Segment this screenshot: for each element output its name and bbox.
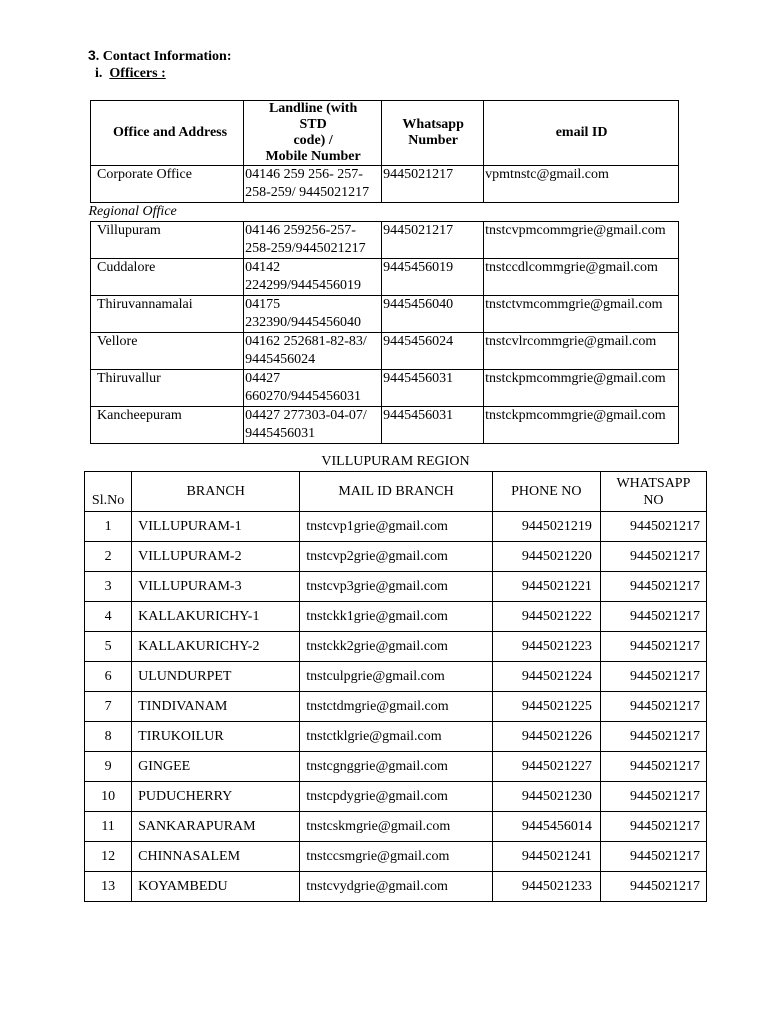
slno: 5 [85,632,132,662]
section-title: . Contact Information: [95,49,232,64]
landline [244,166,382,203]
regional-office-row [91,407,679,444]
phone: 9445021226 [492,722,600,752]
email-id: tnstccdlcommgrie@gmail.com [484,259,679,296]
phone: 9445021223 [492,632,600,662]
mail-id: tnstcvydgrie@gmail.com [300,872,492,902]
table-row [85,812,707,842]
whatsapp: 9445021217 [600,752,706,782]
branches-table [84,471,707,902]
regional-office-label-row [91,203,679,222]
landline [244,296,382,333]
branch: VILLUPURAM-3 [132,572,300,602]
landline-line1: 04142 [245,260,281,275]
header-office-address: Office and Address [91,101,244,166]
office-name: Kancheepuram [91,407,244,444]
table-row [85,602,707,632]
phone: 9445456014 [492,812,600,842]
whatsapp-number: 9445456031 [382,407,484,444]
branch: SANKARAPURAM [132,812,300,842]
landline-line2: 660270/9445456031 [245,389,361,404]
branch: KALLAKURICHY-2 [132,632,300,662]
phone: 9445021219 [492,512,600,542]
whatsapp: 9445021217 [600,602,706,632]
header-mail-id: MAIL ID BRANCH [300,472,492,512]
whatsapp: 9445021217 [600,692,706,722]
whatsapp: 9445021217 [600,842,706,872]
slno: 2 [85,542,132,572]
regional-office-cell [88,203,679,222]
landline-line2: 258-259/9445021217 [245,241,366,256]
slno: 11 [85,812,132,842]
branch: KALLAKURICHY-1 [132,602,300,632]
email-id: tnstckpmcommgrie@gmail.com [484,370,679,407]
subheading-prefix: i. [95,66,103,81]
header-whatsapp-line2: NO [643,492,664,508]
mail-id: tnstccsmgrie@gmail.com [300,842,492,872]
header-whatsapp-line1: WHATSAPP [616,475,691,491]
table-row [85,692,707,722]
email-id: tnstctvmcommgrie@gmail.com [484,296,679,333]
branch: VILLUPURAM-2 [132,542,300,572]
mail-id: tnstcskmgrie@gmail.com [300,812,492,842]
email-id: vpmtnstc@gmail.com [484,166,679,203]
regional-office-row [91,296,679,333]
landline-line1: 04146 259256-257- [245,223,356,238]
header-branch: BRANCH [132,472,300,512]
phone: 9445021221 [492,572,600,602]
table-row [85,842,707,872]
phone: 9445021230 [492,782,600,812]
whatsapp: 9445021217 [600,572,706,602]
branch: TINDIVANAM [132,692,300,722]
slno: 7 [85,692,132,722]
email-id: tnstckpmcommgrie@gmail.com [484,407,679,444]
table-row [85,722,707,752]
landline [244,222,382,259]
slno: 1 [85,512,132,542]
mail-id: tnstcgnggrie@gmail.com [300,752,492,782]
whatsapp-number: 9445456040 [382,296,484,333]
header-whatsapp-line1: Whatsapp [402,117,464,132]
slno: 10 [85,782,132,812]
slno: 6 [85,662,132,692]
header-landline-line3: code) / [293,133,333,148]
officers-subheading [95,65,166,83]
landline-line2: 258-259/ 9445021217 [245,185,370,200]
phone: 9445021225 [492,692,600,722]
phone: 9445021241 [492,842,600,872]
table-row [85,752,707,782]
whatsapp: 9445021217 [600,722,706,752]
mail-id: tnstcpdygrie@gmail.com [300,782,492,812]
whatsapp-number: 9445021217 [382,222,484,259]
whatsapp: 9445021217 [600,812,706,842]
whatsapp: 9445021217 [600,782,706,812]
header-landline-line1: Landline (with [268,101,358,116]
office-name: Vellore [91,333,244,370]
mail-id: tnstcvp2grie@gmail.com [300,542,492,572]
table-row [85,782,707,812]
branch: GINGEE [132,752,300,782]
mail-id: tnstctdmgrie@gmail.com [300,692,492,722]
table-row [85,572,707,602]
branches-header-row [85,472,707,512]
section-number: 3 [88,47,96,63]
table-row [85,512,707,542]
regional-office-row [91,370,679,407]
branch: KOYAMBEDU [132,872,300,902]
whatsapp-number: 9445456019 [382,259,484,296]
landline-line2: 9445456031 [245,426,316,441]
table-row [85,542,707,572]
phone: 9445021224 [492,662,600,692]
landline-line1: 04162 252681-82-83/ [245,334,367,349]
whatsapp-number: 9445021217 [382,166,484,203]
landline-line2: 232390/9445456040 [245,315,361,330]
whatsapp: 9445021217 [600,632,706,662]
email-id: tnstcvpmcommgrie@gmail.com [484,222,679,259]
slno: 9 [85,752,132,782]
landline-line2: 9445456024 [245,352,316,367]
phone: 9445021222 [492,602,600,632]
table-row [85,662,707,692]
office-name: Cuddalore [91,259,244,296]
landline [244,370,382,407]
officers-table [90,100,679,444]
header-slno: Sl.No [85,472,132,512]
section-heading [88,46,232,66]
table-row [85,632,707,662]
slno: 8 [85,722,132,752]
mail-id: tnstcvp3grie@gmail.com [300,572,492,602]
branch: ULUNDURPET [132,662,300,692]
header-landline-line2: STD [299,117,327,132]
phone: 9445021220 [492,542,600,572]
header-landline-line4: Mobile Number [265,149,361,164]
mail-id: tnstctklgrie@gmail.com [300,722,492,752]
landline-line1: 04427 277303-04-07/ [245,408,367,423]
whatsapp-number: 9445456031 [382,370,484,407]
header-email: email ID [484,101,679,166]
officers-header-row [91,101,679,166]
table-row [85,872,707,902]
mail-id: tnstckk1grie@gmail.com [300,602,492,632]
phone: 9445021227 [492,752,600,782]
phone: 9445021233 [492,872,600,902]
landline [244,259,382,296]
villupuram-region-title: VILLUPURAM REGION [321,454,470,469]
office-name: Corporate Office [91,166,244,203]
mail-id: tnstckk2grie@gmail.com [300,632,492,662]
office-name: Villupuram [91,222,244,259]
branch: CHINNASALEM [132,842,300,872]
whatsapp: 9445021217 [600,512,706,542]
regional-office-label: Regional Office [88,204,177,219]
regional-office-row [91,222,679,259]
landline [244,407,382,444]
header-phone: PHONE NO [492,472,600,512]
branch: VILLUPURAM-1 [132,512,300,542]
mail-id: tnstcvp1grie@gmail.com [300,512,492,542]
corporate-office-row [91,166,679,203]
office-name: Thiruvannamalai [91,296,244,333]
slno: 13 [85,872,132,902]
regional-office-row [91,259,679,296]
whatsapp: 9445021217 [600,662,706,692]
slno: 3 [85,572,132,602]
branch: PUDUCHERRY [132,782,300,812]
landline [244,333,382,370]
office-name: Thiruvallur [91,370,244,407]
header-landline [244,101,382,166]
whatsapp: 9445021217 [600,872,706,902]
header-whatsapp-line2: Number [408,133,459,148]
whatsapp: 9445021217 [600,542,706,572]
subheading-title: Officers : [109,66,166,81]
header-whatsapp [600,472,706,512]
mail-id: tnstculpgrie@gmail.com [300,662,492,692]
slno: 4 [85,602,132,632]
header-whatsapp [382,101,484,166]
slno: 12 [85,842,132,872]
branches-body [85,512,707,902]
email-id: tnstcvlrcommgrie@gmail.com [484,333,679,370]
landline-line1: 04427 [245,371,281,386]
landline-line1: 04146 259 256- 257- [245,167,363,182]
whatsapp-number: 9445456024 [382,333,484,370]
landline-line2: 224299/9445456019 [245,278,361,293]
landline-line1: 04175 [245,297,281,312]
regional-office-row [91,333,679,370]
branch: TIRUKOILUR [132,722,300,752]
